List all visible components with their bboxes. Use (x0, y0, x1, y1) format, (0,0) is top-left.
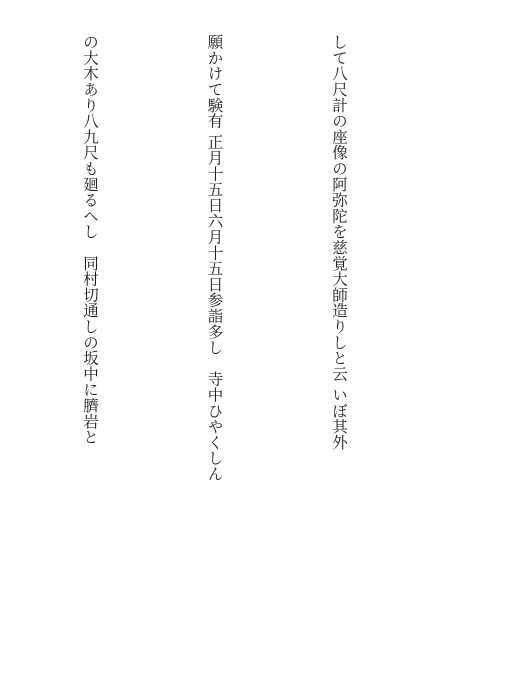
text-column-2: 願かけて験有 正月十五日六月十五日参詣多し 寺中ひやくしん (205, 34, 224, 482)
text-column-3: の大木あり八九尺も廻るへし 同村切通しの坂中に臍岩と (81, 34, 99, 445)
vertical-text-block (0, 34, 442, 554)
text-column-1: して八尺計の座像の阿弥陀を慈覚大師造りしと云 いぼ其外 (330, 34, 348, 451)
